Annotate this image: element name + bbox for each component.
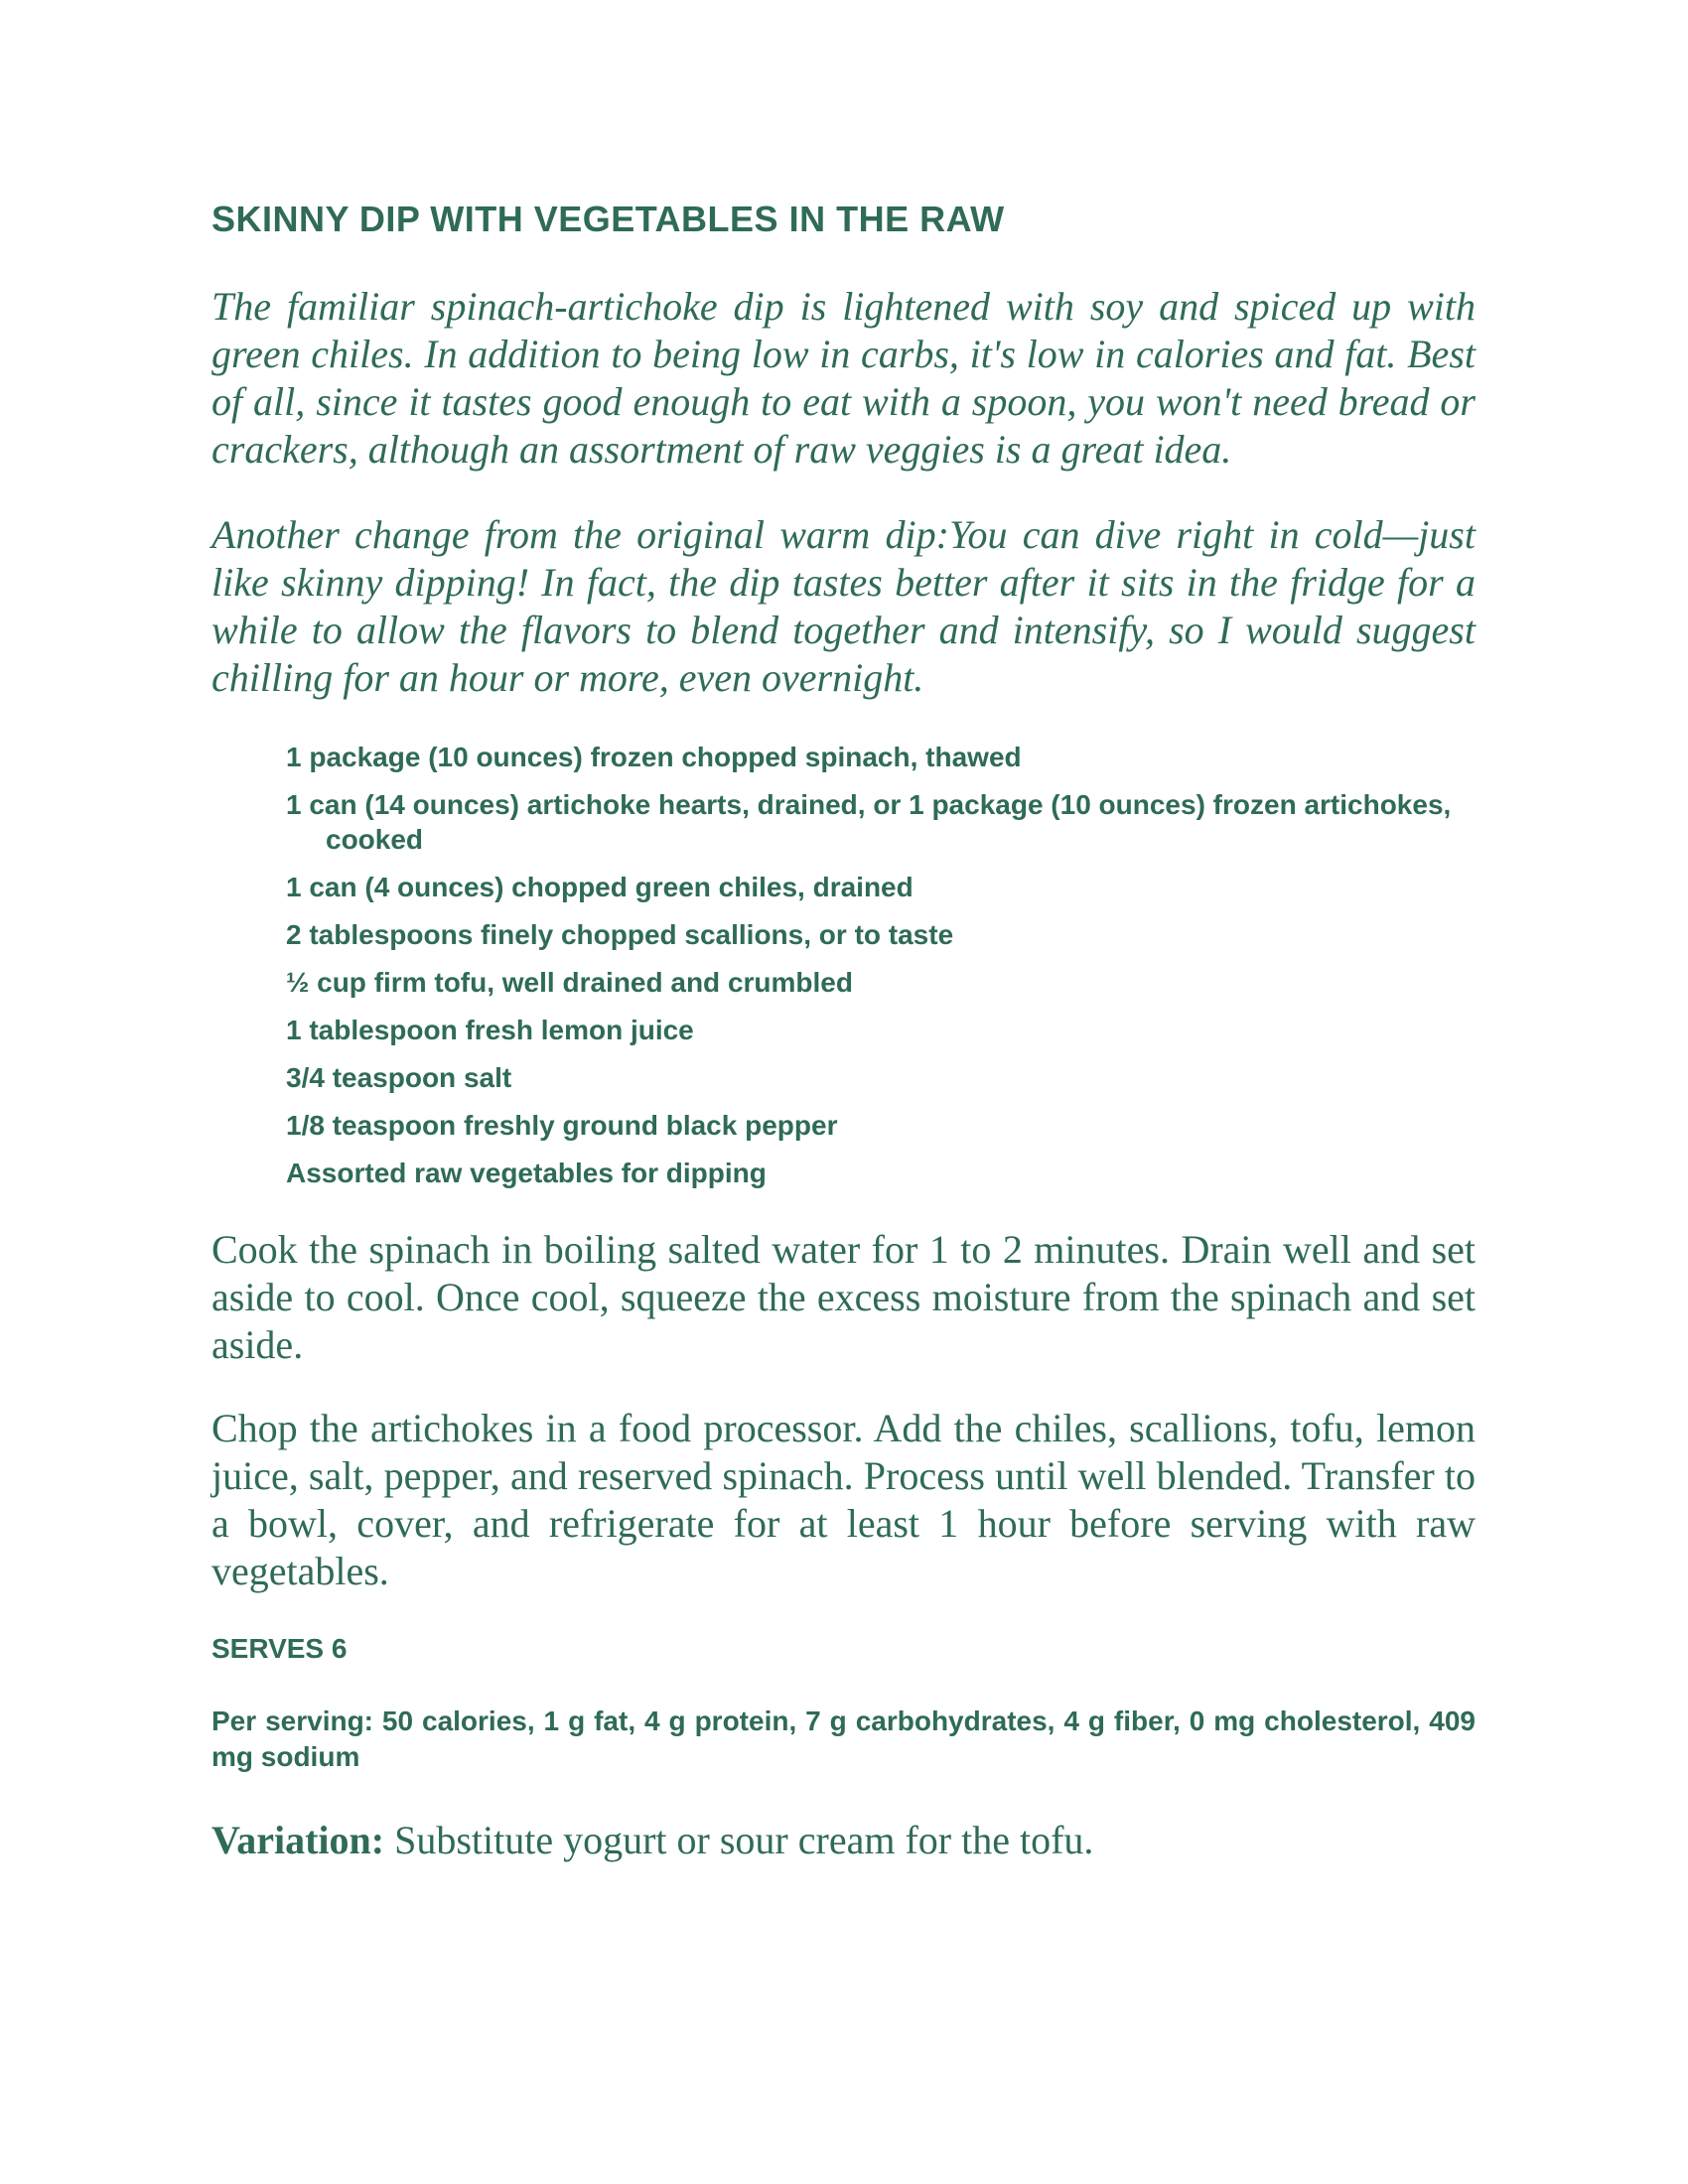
instruction-step: Chop the artichokes in a food processor. Add the chiles, scallions, tofu, lemon juice, salt, pepper, and reserved spinach. Process until well blended. Transfer to a bowl, cover, and refrigerate for at least 1 hour before serving with raw vegetables. xyxy=(211,1406,1476,1593)
instruction-step: Cook the spinach in boiling salted water for 1 to 2 minutes. Drain well and set aside to cool. Once cool, squeeze the excess moisture from the spinach and set aside. xyxy=(211,1227,1476,1367)
ingredient-item: 2 tablespoons finely chopped scallions, or to taste xyxy=(286,919,954,950)
intro-paragraph: The familiar spinach-artichoke dip is lightened with soy and spiced up with green chiles. In addition to being low in carbs, it's low in calories and fat. Best of all, since it tastes good enough to eat with a spoon, you won't need bread or crackers, although an assortment of raw veggies is a great idea. xyxy=(211,284,1476,472)
ingredient-item: 1 can (14 ounces) artichoke hearts, drained, or 1 package (10 ounces) frozen artichokes, cooked xyxy=(286,789,1452,855)
recipe-page xyxy=(211,194,1476,1864)
ingredient-item: 1 tablespoon fresh lemon juice xyxy=(286,1015,694,1045)
ingredient-item: 3/4 teaspoon salt xyxy=(286,1062,512,1093)
intro-paragraph: Another change from the original warm dip:You can dive right in cold—just like skinny dipping! In fact, the dip tastes better after it sits in the fridge for a while to allow the flavors to blend together and intensify, so I would suggest chilling for an hour or more, even overnight. xyxy=(211,512,1476,700)
variation-note xyxy=(211,1817,1476,1864)
ingredient-item: 1/8 teaspoon freshly ground black pepper xyxy=(286,1110,838,1141)
variation-text: Substitute yogurt or sour cream for the tofu. xyxy=(384,1818,1094,1862)
ingredient-item: 1 package (10 ounces) frozen chopped spinach, thawed xyxy=(286,742,1022,772)
recipe-title: SKINNY DIP WITH VEGETABLES IN THE RAW xyxy=(211,199,1005,239)
ingredient-item: 1 can (4 ounces) chopped green chiles, drained xyxy=(286,872,914,902)
servings-label: SERVES 6 xyxy=(211,1633,348,1664)
variation-label: Variation: xyxy=(211,1818,385,1862)
nutrition-info: Per serving: 50 calories, 1 g fat, 4 g protein, 7 g carbohydrates, 4 g fiber, 0 mg cholesterol, 409 mg sodium xyxy=(211,1706,1476,1772)
ingredient-list xyxy=(211,740,1476,1190)
ingredient-item: ½ cup firm tofu, well drained and crumbled xyxy=(286,967,853,998)
ingredient-item: Assorted raw vegetables for dipping xyxy=(286,1158,767,1188)
